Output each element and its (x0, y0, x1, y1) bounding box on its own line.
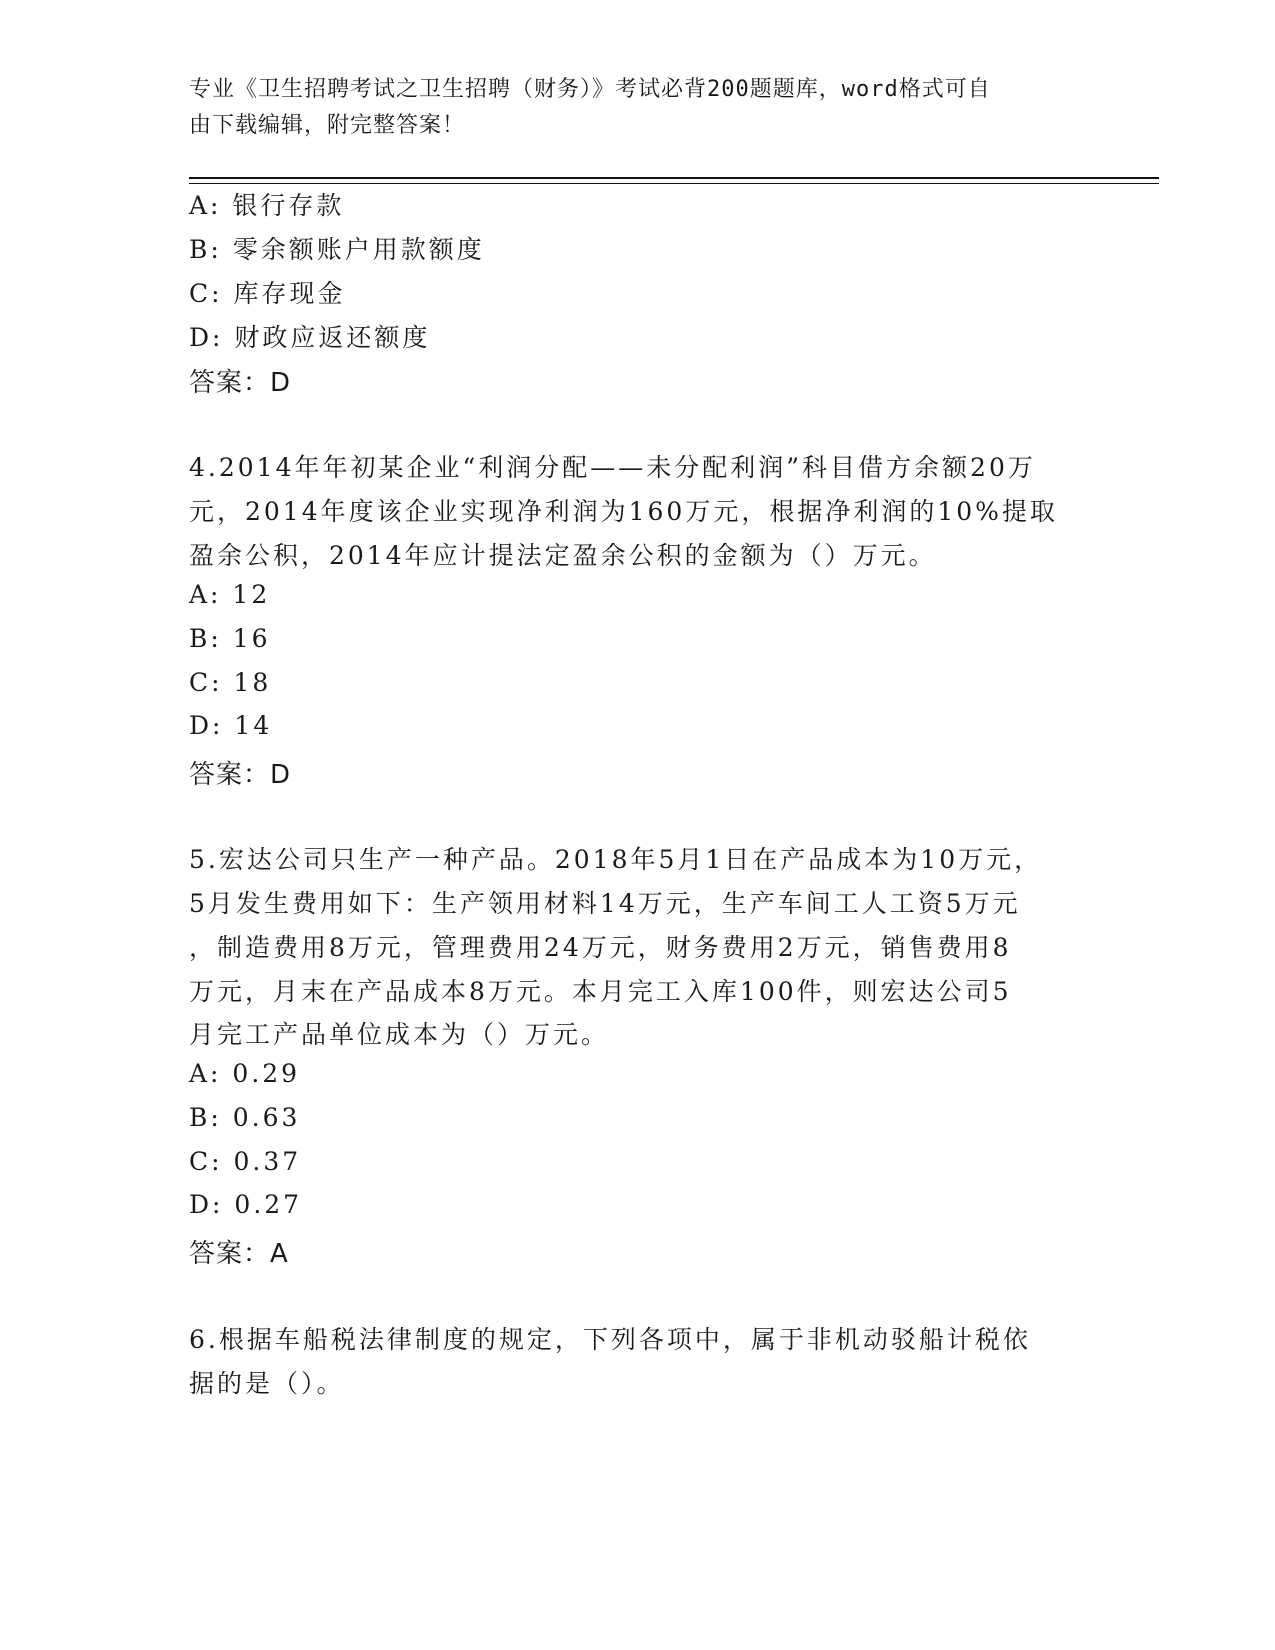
header-line-2: 由下载编辑，附完整答案！ (189, 113, 466, 138)
q3-answer: 答案：D (189, 368, 292, 398)
header-line-1: 专业《卫生招聘考试之卫生招聘（财务）》考试必背200题题库，word格式可自 (189, 77, 991, 102)
q5-option-a: A: 0.29 (189, 1059, 301, 1088)
q5-option-d: D: 0.27 (189, 1190, 303, 1219)
q4-option-d: D: 14 (189, 711, 273, 740)
q5-option-c: C: 0.37 (189, 1147, 302, 1176)
q3-option-d: D: 财政应返还额度 (189, 323, 431, 352)
q4-option-b: B: 16 (189, 624, 271, 653)
q5-answer: 答案：A (189, 1239, 289, 1269)
q5-stem-line-1: 5.宏达公司只生产一种产品。2018年5月1日在产品成本为10万元， (189, 845, 1043, 874)
q3-option-b: B: 零余额账户用款额度 (189, 235, 485, 264)
q4-option-c: C: 18 (189, 668, 272, 697)
q3-option-a: A: 银行存款 (189, 191, 345, 220)
q6-stem-line-2: 据的是（）。 (189, 1369, 345, 1398)
q4-stem-line-2: 元，2014年度该企业实现净利润为160万元，根据净利润的10%提取 (189, 497, 1058, 526)
header-divider-thin (189, 183, 1159, 184)
q5-stem-line-5: 月完工产品单位成本为（）万元。 (189, 1020, 610, 1049)
q5-option-b: B: 0.63 (189, 1103, 301, 1132)
q5-stem-line-2: 5月发生费用如下：生产领用材料14万元，生产车间工人工资5万元 (189, 889, 1021, 918)
q6-stem-line-1: 6.根据车船税法律制度的规定，下列各项中，属于非机动驳船计税依 (189, 1325, 1031, 1354)
q4-option-a: A: 12 (189, 580, 271, 609)
q4-stem-line-3: 盈余公积，2014年应计提法定盈余公积的金额为（）万元。 (189, 541, 937, 570)
q4-answer: 答案：D (189, 760, 292, 790)
q3-option-c: C: 库存现金 (189, 279, 346, 308)
header-divider-thick (189, 177, 1159, 179)
q5-stem-line-4: 万元，月末在产品成本8万元。本月完工入库100件，则宏达公司5 (189, 977, 1012, 1006)
q4-stem-line-1: 4.2014年年初某企业“利润分配——未分配利润”科目借方余额20万 (189, 453, 1036, 482)
q5-stem-line-3: ，制造费用8万元，管理费用24万元，财务费用2万元，销售费用8 (189, 933, 1012, 962)
document-header (189, 72, 1069, 144)
